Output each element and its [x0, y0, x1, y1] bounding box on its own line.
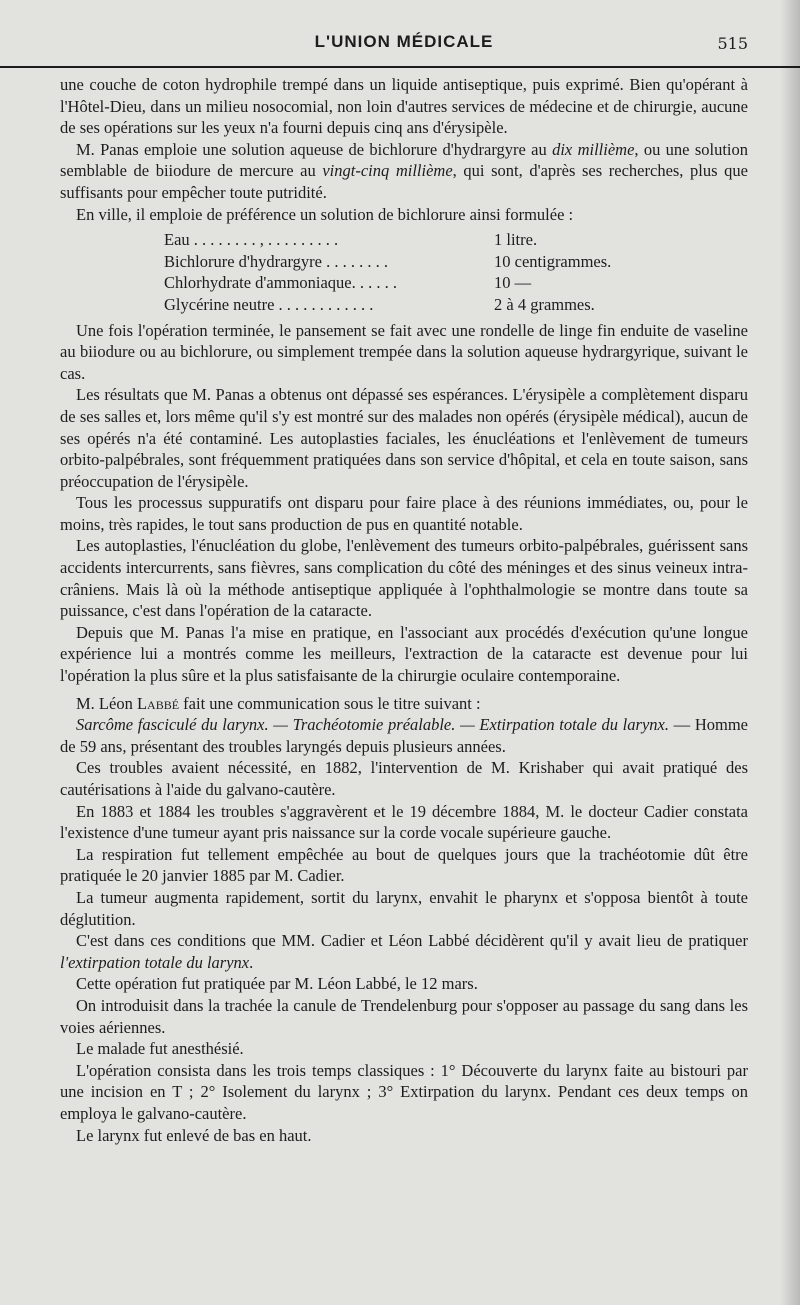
text-run: , ou une solution semblable de biiodure de mercure au — [60, 139, 749, 181]
paragraph: La tumeur augmenta rapidement, sortit du larynx, envahit le pharynx et s'opposa bientôt à toute déglutition. — [60, 887, 748, 929]
formula-quantity: 10 centigrammes. — [494, 251, 612, 271]
paragraph: On introduisit dans la trachée la canule de Trendelenburg pour s'opposer au passage du sang dans les voies aériennes. — [60, 995, 748, 1037]
paragraph — [60, 139, 748, 204]
formula-ingredient: Bichlorure d'hydrargyre . . . . . . . . — [164, 251, 388, 271]
paragraph: Cette opération fut pratiquée par M. Léon Labbé, le 12 mars. — [76, 974, 478, 994]
paragraph: une couche de coton hydrophile trempé dans un liquide antiseptique, puis exprimé. Bien qu'opérant à l'Hôtel-Dieu, dans un milieu nosocomial, non loin d'autres services de médecine et de chirurgie, aucune de ses opérations sur les yeux n'a fourni depuis cinq ans d'érysipèle. — [60, 75, 748, 138]
paragraph: Les autoplasties, l'énucléation du globe, l'enlèvement des tumeurs orbito-palpébrales, guérissent sans accidents intercurrents, sans fièvres, sans complication du côté des méninges et des sinus veineux intra-crâniens. Mais là où la méthode antiseptique appliquée à l'ophthalmologie se montre dans toute sa puissance, c'est dans l'opération de la cataracte. — [60, 536, 748, 621]
case-title: Sarcôme fasciculé du larynx. — Trachéotomie préalable. — Extirpation totale du larynx. — [76, 715, 669, 735]
paragraph: Une fois l'opération terminée, le pansement se fait avec une rondelle de linge fin enduite de vaseline au biiodure ou au bichlorure, ou simplement trempée dans la solution aqueuse hydrargyrique, suivant le cas. — [60, 320, 748, 383]
formula-quantity: 10 — — [494, 273, 532, 293]
italic-term: vingt-cinq millième — [322, 161, 453, 181]
text-run: , qui sont, d'après ses recherches, plus que suffisants pour empêcher toute putridité. — [60, 161, 748, 202]
formula-quantity: 2 à 4 grammes. — [494, 294, 595, 314]
formula-row — [164, 272, 748, 294]
italic-term: dix millième — [552, 139, 635, 159]
paragraph: Le malade fut anesthésié. — [76, 1039, 244, 1059]
paragraph — [60, 930, 748, 973]
text-run: M. Léon — [76, 693, 137, 713]
text-run: C'est dans ces conditions que MM. Cadier et Léon Labbé décidèrent qu'il y avait lieu de pratiquer — [76, 931, 748, 951]
formula-row — [164, 251, 748, 273]
header-rule — [0, 66, 800, 68]
text-run: . — [249, 952, 254, 972]
formula-ingredient: Glycérine neutre . . . . . . . . . . . . — [164, 294, 374, 314]
page-number: 515 — [717, 34, 748, 53]
paragraph: Ces troubles avaient nécessité, en 1882, l'intervention de M. Krishaber qui avait pratiqué des cautérisations à l'aide du galvano-cautère. — [60, 758, 748, 799]
text-run: fait une communication sous le titre suivant : — [179, 693, 481, 713]
formula-ingredient: Eau . . . . . . . . , . . . . . . . . . — [164, 230, 339, 250]
article-body — [60, 74, 748, 1146]
paragraph: En ville, il emploie de préférence un solution de bichlorure ainsi formulée : — [76, 204, 574, 224]
formula-quantity: 1 litre. — [494, 230, 538, 250]
formula-table — [164, 229, 748, 315]
paragraph: L'opération consista dans les trois temps classiques : 1° Découverte du larynx faite au bistouri par une incision en T ; 2° Isolement du larynx ; 3° Extirpation du larynx. Pendant ces deux temps on employa le galvano-cautère. — [60, 1060, 748, 1123]
formula-row — [164, 229, 748, 251]
paragraph — [60, 693, 748, 715]
italic-term: l'extirpation totale du larynx — [60, 952, 250, 972]
running-title: L'UNION MÉDICALE — [314, 32, 494, 51]
paragraph: Le larynx fut enlevé de bas en haut. — [76, 1125, 312, 1145]
page-edge-shadow — [780, 0, 800, 1305]
paragraph: Depuis que M. Panas l'a mise en pratique, en l'associant aux procédés d'exécution qu'une longue expérience lui a montrés comme les meilleurs, l'extraction de la cataracte est devenue pour lui l'opération la plus sûre et la plus satisfaisante de la chirurgie oculaire contemporaine. — [60, 622, 748, 686]
text-run: — Homme de 59 ans, présentant des troubles laryngés depuis plusieurs années. — [60, 715, 748, 756]
paragraph: Tous les processus suppuratifs ont disparu pour faire place à des réunions immédiates, ou, pour le moins, très rapides, le tout sans production de pus en quantité notable. — [60, 493, 748, 534]
paragraph: Les résultats que M. Panas a obtenus ont dépassé ses espérances. L'érysipèle a complètement disparu de ses salles et, lors même qu'il s'y est montré sur des malades non opérés (érysipèle médical), aucun de ses opérés n'a été contaminé. Les autoplasties faciales, les énucléations et l'enlèvement de tumeurs orbito-palpébrales, sont fréquemment pratiquées dans son service d'hôpital, et cela en toute saison, sans préoccupation de l'érysipèle. — [60, 385, 748, 491]
paragraph: La respiration fut tellement empêchée au bout de quelques jours que la trachéotomie dût être pratiquée le 20 janvier 1885 par M. Cadier. — [60, 844, 748, 886]
formula-ingredient: Chlorhydrate d'ammoniaque. . . . . . — [164, 273, 398, 293]
formula-row — [164, 294, 748, 316]
paragraph: En 1883 et 1884 les troubles s'aggravèrent et le 19 décembre 1884, M. le docteur Cadier constata l'existence d'une tumeur ayant pris naissance sur la corde vocale supérieure gauche. — [60, 801, 748, 843]
text-run: M. Panas emploie une solution aqueuse de bichlorure d'hydrargyre au — [76, 139, 553, 159]
page-header — [60, 0, 748, 60]
paragraph — [60, 714, 748, 757]
author-name: Labbé — [136, 693, 180, 713]
